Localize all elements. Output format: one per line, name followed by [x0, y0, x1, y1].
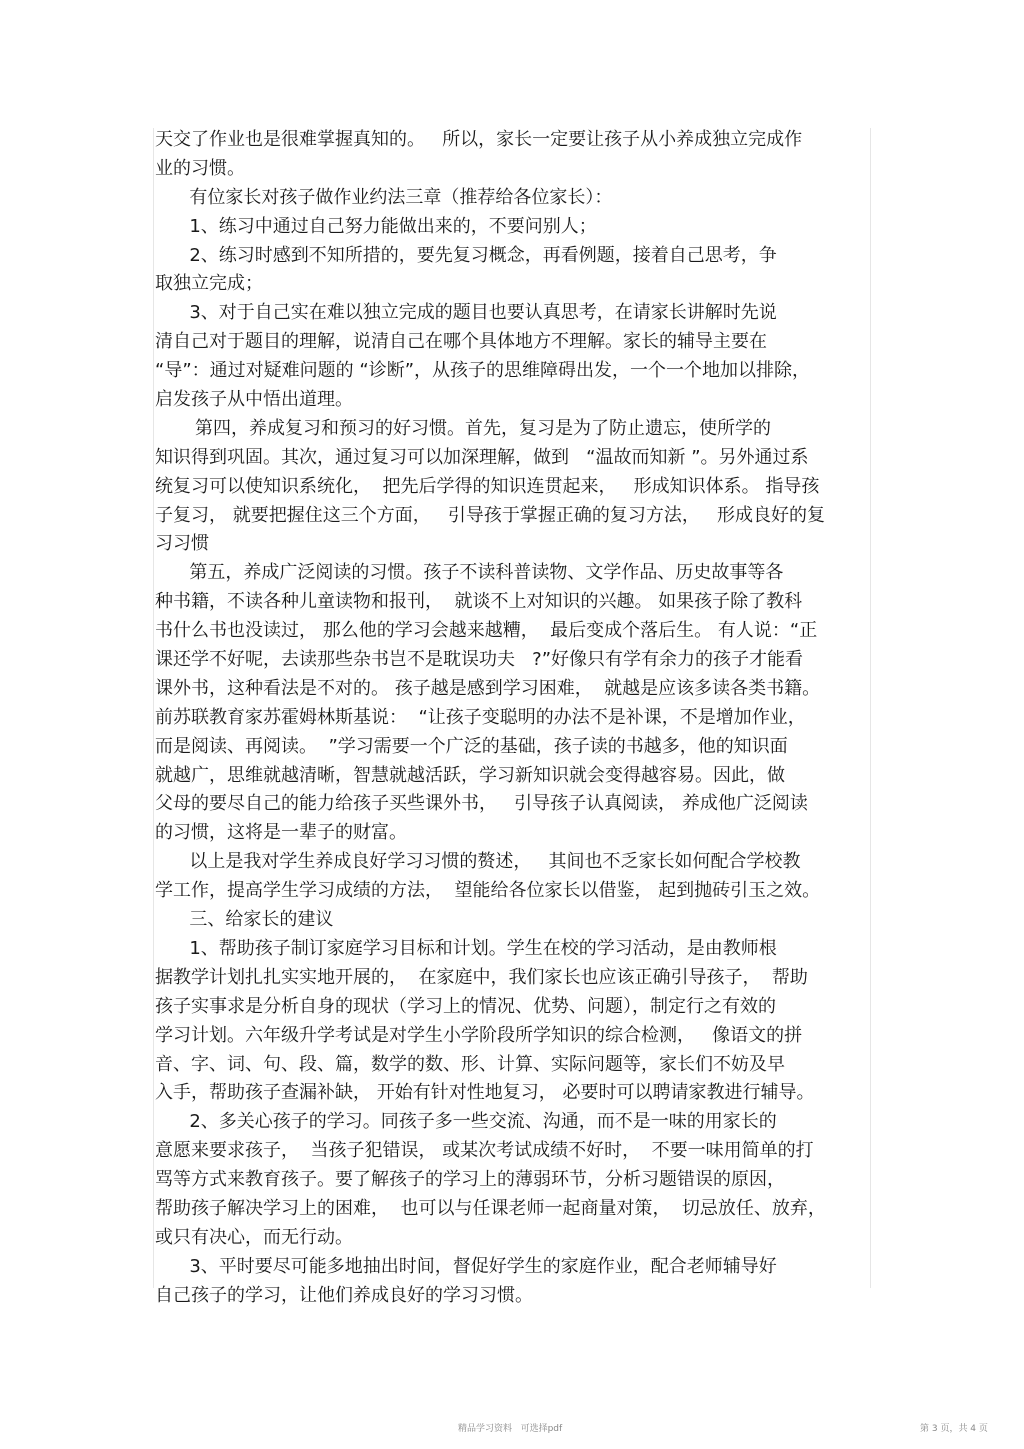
- text-line: 音、字、词、句、段、篇，数学的数、形、计算、实际问题等，家长们不妨及早: [155, 1053, 785, 1075]
- text-line: 1、帮助孩子制订家庭学习目标和计划。学生在校的学习活动，是由教师根: [155, 937, 777, 959]
- text-line: 习习惯: [155, 533, 209, 555]
- footer-watermark: 精品学习资料 可选择pdf: [458, 1424, 563, 1434]
- text-line: 以上是我对学生养成良好学习习惯的赘述， 其间也不乏家长如何配合学校教: [155, 851, 801, 873]
- document-body: [155, 126, 867, 1311]
- text-line: 骂等方式来教育孩子。要了解孩子的学习上的薄弱环节，分析习题错误的原因，: [155, 1169, 785, 1191]
- text-line: 的习惯，这将是一辈子的财富。: [155, 822, 407, 844]
- text-line: 第四，养成复习和预习的好习惯。首先，复习是为了防止遗忘，使所学的: [155, 417, 772, 439]
- text-line: 帮助孩子解决学习上的困难， 也可以与任课老师一起商量对策， 切忌放任、放弃，: [155, 1197, 826, 1219]
- text-line: 子复习， 就要把握住这三个方面， 引导孩于掌握正确的复习方法， 形成良好的复: [155, 504, 826, 526]
- text-line: 2、多关心孩子的学习。同孩子多一些交流、沟通，而不是一味的用家长的: [155, 1111, 777, 1133]
- text-line: 种书籍，不读各种儿童读物和报刊， 就谈不上对知识的兴趣。 如果孩子除了教科: [155, 591, 803, 613]
- text-line: 第五，养成广泛阅读的习惯。孩子不读科普读物、文学作品、历史故事等各: [155, 562, 784, 584]
- text-line: 有位家长对孩子做作业约法三章（推荐给各位家长）：: [155, 186, 613, 208]
- text-line: 学习计划。六年级升学考试是对学生小学阶段所学知识的综合检测， 像语文的拼: [155, 1024, 803, 1046]
- text-line: 三、给家长的建议: [155, 909, 334, 931]
- text-line: 清自己对于题目的理解，说清自己在哪个具体地方不理解。家长的辅导主要在: [155, 331, 767, 353]
- text-line: 统复习可以使知识系统化， 把先后学得的知识连贯起来， 形成知识体系。 指导孩: [155, 475, 820, 497]
- text-line: 据教学计划扎扎实实地开展的， 在家庭中，我们家长也应该正确引导孩子， 帮助: [155, 966, 808, 988]
- text-line: 取独立完成；: [155, 273, 263, 295]
- text-line: 课还学不好呢，去读那些杂书岂不是耽误功夫 ?”好像只有学有余力的孩子才能看: [155, 649, 804, 671]
- text-line: 而是阅读、再阅读。 ”学习需要一个广泛的基础，孩子读的书越多，他的知识面: [155, 735, 788, 757]
- text-line: 天交了作业也是很难掌握真知的。 所以，家长一定要让孩子从小养成独立完成作: [155, 129, 803, 150]
- text-line: 学工作，提高学生学习成绩的方法， 望能给各位家长以借鉴， 起到抛砖引玉之效。: [155, 880, 821, 902]
- text-line: 课外书，这种看法是不对的。 孩子越是感到学习困难， 就越是应该多读各类书籍。: [155, 677, 821, 699]
- text-line: 孩子实事求是分析自身的现状（学习上的情况、优势、问题），制定行之有效的: [155, 995, 776, 1017]
- text-line: 就越广，思维就越清晰，智慧就越活跃，学习新知识就会变得越容易。因此，做: [155, 764, 785, 786]
- text-line: 2、练习时感到不知所措的，要先复习概念，再看例题，接着自己思考，争: [155, 244, 777, 266]
- text-line: 或只有决心，而无行动。: [155, 1226, 353, 1248]
- text-line: 3、对于自己实在难以独立完成的题目也要认真思考，在请家长讲解时先说: [155, 302, 777, 324]
- text-line: 父母的要尽自己的能力给孩子买些课外书， 引导孩子认真阅读， 养成他广泛阅读: [155, 793, 808, 815]
- text-line: 1、练习中通过自己努力能做出来的，不要问别人；: [155, 215, 597, 237]
- text-line: “导”：通过对疑难问题的 “诊断”，从孩子的思维障碍出发，一个一个地加以排除，: [155, 360, 811, 382]
- text-line: 入手，帮助孩子查漏补缺， 开始有针对性地复习， 必要时可以聘请家教进行辅导。: [155, 1082, 815, 1104]
- page-number: 第 3 页，共 4 页: [920, 1424, 988, 1434]
- text-line: 书什么书也没读过， 那么他的学习会越来越糟， 最后变成个落后生。 有人说：“正: [155, 620, 818, 642]
- text-line: 前苏联教育家苏霍姆林斯基说： “让孩子变聪明的办法不是补课，不是增加作业，: [155, 706, 806, 728]
- text-line: 知识得到巩固。其次，通过复习可以加深理解，做到 “温故而知新 ”。另外通过系: [155, 446, 809, 468]
- text-line: 启发孩子从中悟出道理。: [155, 389, 353, 411]
- text-line: 自己孩子的学习，让他们养成良好的学习习惯。: [155, 1284, 533, 1306]
- text-line: 3、平时要尽可能多地抽出时间，督促好学生的家庭作业，配合老师辅导好: [155, 1255, 777, 1277]
- text-line: 业的习惯。: [155, 157, 245, 179]
- text-line: 意愿来要求孩子， 当孩子犯错误， 或某次考试成绩不好时， 不要一味用简单的打: [155, 1140, 814, 1162]
